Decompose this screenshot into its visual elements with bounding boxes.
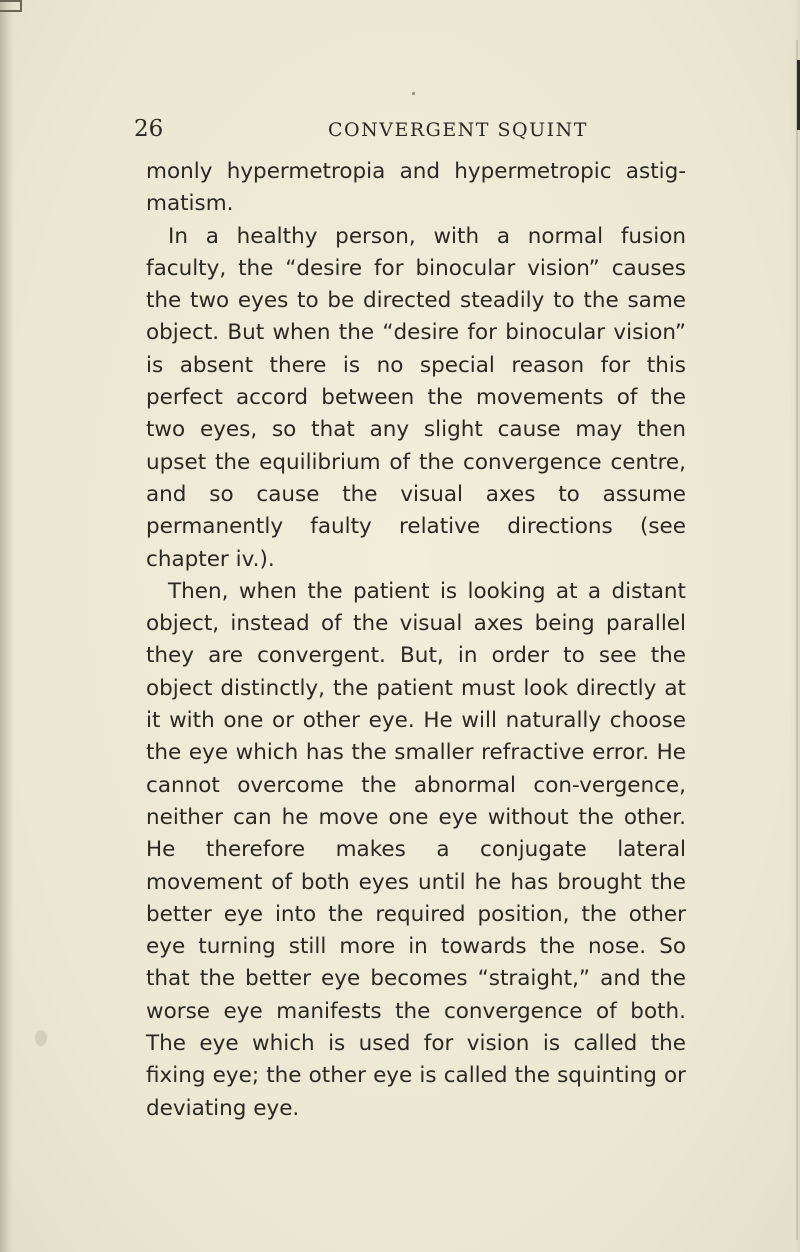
binding-shadow	[0, 0, 14, 1252]
running-head: CONVERGENT SQUINT	[328, 119, 588, 141]
page-edge	[790, 0, 800, 1252]
body-text	[146, 156, 686, 1125]
paragraph-continuation: monly hypermetropia and hypermetropic astig-matism.	[146, 159, 686, 217]
page-header	[134, 114, 694, 144]
ink-dot	[412, 92, 415, 95]
page-edge-line	[796, 40, 798, 1240]
page-number: 26	[134, 116, 164, 142]
paragraph-healthy-person: In a healthy person, with a normal fusion faculty, the “desire for binocular vision” causes the two eyes to be directed steadily to the same object. But when the “desire for binocular vision” is absent there is no special reason for this perfect accord between the movements of the two eyes, so that any slight cause may then upset the equilibrium of the convergence centre, and so cause the visual axes to assume permanently faulty relative directions (see chapter iv.).	[146, 223, 686, 572]
paper-spot	[35, 1030, 47, 1046]
corner-mark	[0, 0, 22, 12]
paragraph-distant-object: Then, when the patient is looking at a distant object, instead of the visual axes being parallel they are convergent. But, in order to see the object distinctly, the patient must look directly at it with one or other eye. He will naturally choose the eye which has the smaller refractive error. He cannot overcome the abnormal con-vergence, neither can he move one eye without the other. He therefore makes a conjugate lateral movement of both eyes until he has brought the better eye into the required position, the other eye turning still more in towards the nose. So that the better eye becomes “straight,” and the worse eye manifests the convergence of both. The eye which is used for vision is called the fixing eye; the other eye is called the squinting or deviating eye.	[146, 578, 686, 1121]
